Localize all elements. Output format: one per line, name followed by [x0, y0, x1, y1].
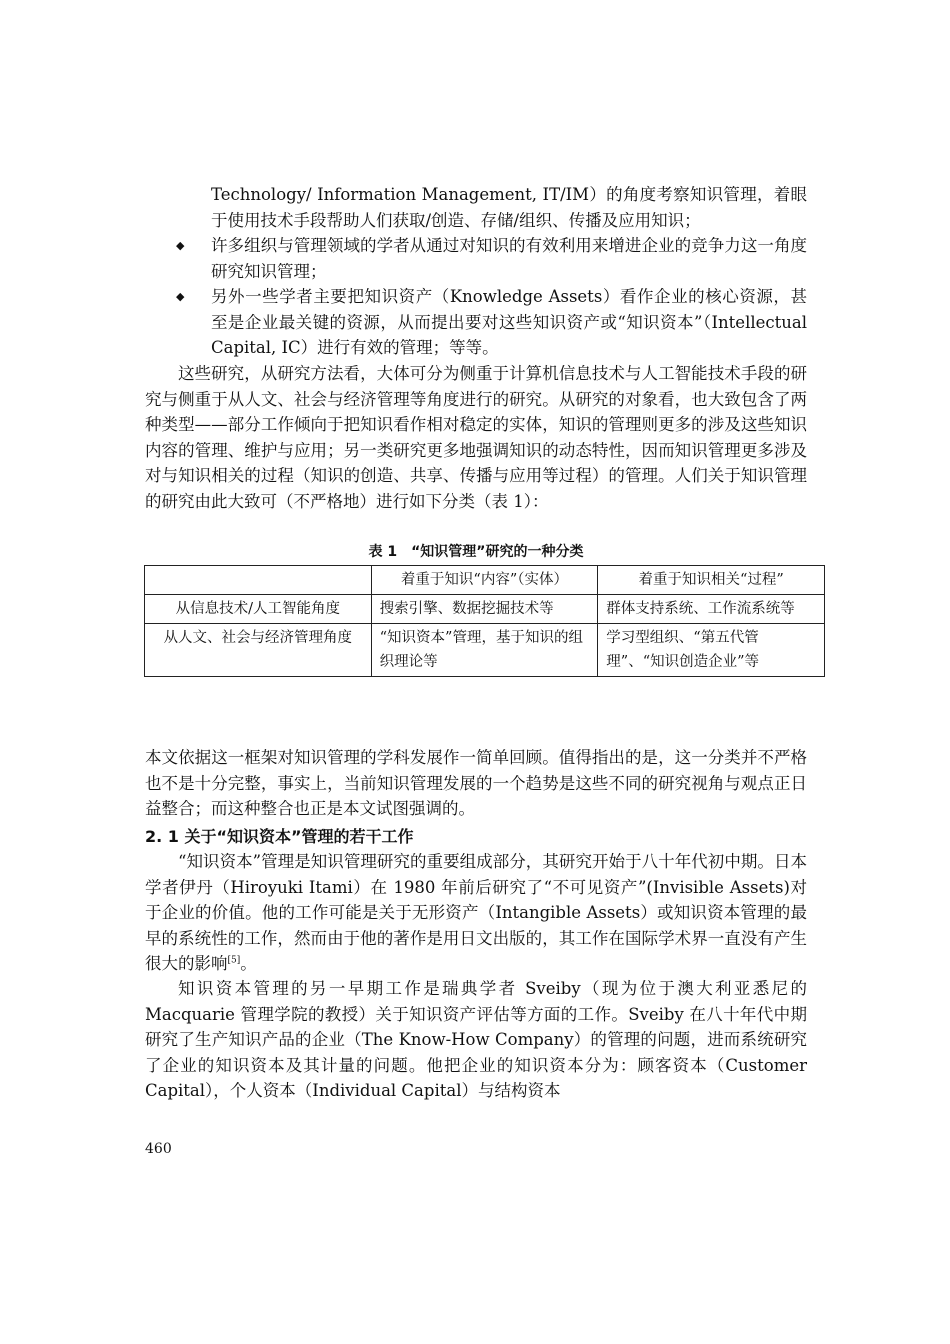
bullet-item-1: 许多组织与管理领域的学者从通过对知识的有效利用来增进企业的竞争力这一角度研究知识管理； — [211, 236, 807, 281]
table-caption: 表 1 “知识管理”研究的一种分类 — [368, 544, 584, 560]
table-row — [145, 595, 825, 624]
table-row — [145, 624, 825, 677]
bullet-item-2: 另外一些学者主要把知识资产（Knowledge Assets）看作企业的核心资源，甚至是企业最关键的资源，从而提出要对这些知识资产或“知识资本”（Intellectual Capital, IC）进行有效的管理；等等。 — [211, 287, 807, 357]
classification-table — [144, 565, 825, 677]
table-header-cell: 着重于知识相关“过程” — [598, 566, 825, 595]
table-header-cell: 着重于知识“内容”（实体） — [371, 566, 598, 595]
page-number: 460 — [145, 1141, 172, 1157]
table-header-row — [145, 566, 825, 595]
table-cell: 群体支持系统、工作流系统等 — [598, 595, 825, 624]
citation-ref: [5] — [227, 955, 241, 966]
table-cell: 学习型组织、“第五代管理”、“知识创造企业”等 — [598, 624, 825, 677]
paragraph-research-methods: 这些研究，从研究方法看，大体可分为侧重于计算机信息技术与人工智能技术手段的研究与侧重于从人文、社会与经济管理等角度进行的研究。从研究的对象看，也大致包含了两种类型——部分工作倾向于把知识看作相对稳定的实体，知识的管理则更多的涉及这些知识内容的管理、维护与应用；另一类研究更多地强调知识的动态特性，因而知识管理更多涉及对与知识相关的过程（知识的创造、共享、传播与应用等过程）的管理。人们关于知识管理的研究由此大致可（不严格地）进行如下分类（表 1）： — [145, 364, 807, 511]
table-cell: 搜索引擎、数据挖掘技术等 — [371, 595, 598, 624]
paragraph-text: “知识资本”管理是知识管理研究的重要组成部分，其研究开始于八十年代初中期。日本学者伊丹（Hiroyuki Itami）在 1980 年前后研究了“不可见资产”(Invisible Assets)对于企业的价值。他的工作可能是关于无形资产（Intangible Assets）或知识资本管理的最早的系统性的工作，然而由于他的著作是用日文出版的，其工作在国际学术界一直没有产生很大的影响 — [145, 852, 807, 973]
bullet-diamond-icon: ◆ — [176, 290, 185, 303]
table-cell: “知识资本”管理，基于知识的组织理论等 — [371, 624, 598, 677]
paragraph-intellectual-capital — [145, 849, 807, 977]
paragraph-sveiby: 知识资本管理的另一早期工作是瑞典学者 Sveiby（现为位于澳大利亚悉尼的 Macquarie 管理学院的教授）关于知识资产评估等方面的工作。Sveiby 在八十年代中期研究了生产知识产品的企业（The Know-How Company）的管理的问题，进而系统研究了企业的知识资本及其计量的问题。他把企业的知识资本分为：顾客资本（Customer Capital），个人资本（Individual Capital）与结构资本 — [145, 979, 807, 1100]
intro-continuation: Technology/ Information Management, IT/IM）的角度考察知识管理，着眼于使用技术手段帮助人们获取/创造、存储/组织、传播及应用知识； — [211, 185, 807, 230]
table-cell: 从信息技术/人工智能角度 — [145, 595, 372, 624]
table-header-cell — [145, 566, 372, 595]
paragraph-framework-review: 本文依据这一框架对知识管理的学科发展作一简单回顾。值得指出的是，这一分类并不严格也不是十分完整，事实上，当前知识管理发展的一个趋势是这些不同的研究视角与观点正日益整合；而这种整合也正是本文试图强调的。 — [145, 748, 807, 818]
section-heading: 2. 1 关于“知识资本”管理的若干工作 — [145, 827, 414, 846]
bullet-diamond-icon: ◆ — [176, 239, 185, 252]
paragraph-end: 。 — [240, 954, 257, 973]
table-cell: 从人文、社会与经济管理角度 — [145, 624, 372, 677]
